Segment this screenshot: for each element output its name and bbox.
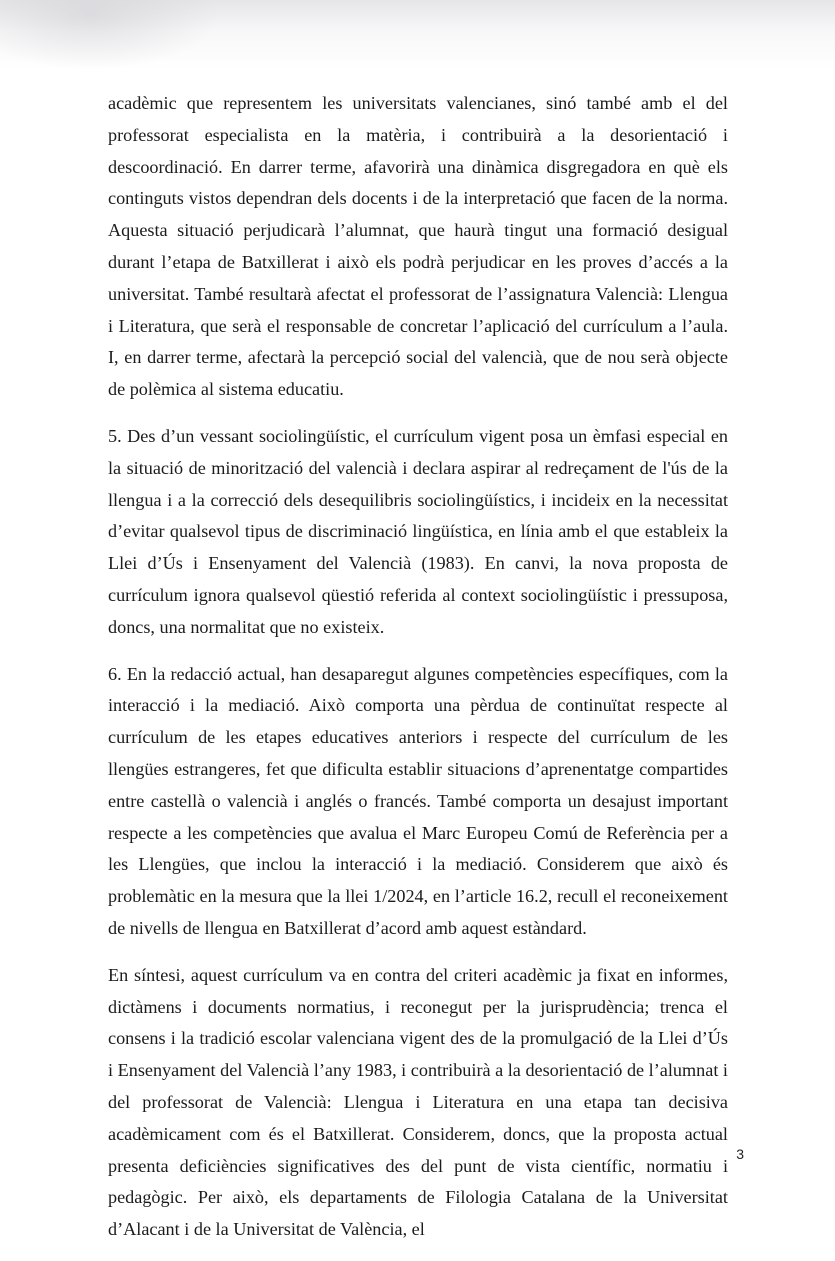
paragraph-continuation: acadèmic que representem les universitats valencianes, sinó també amb el del professorat especialista en la matèria, i contribuirà a la desorientació i descoordinació. En darrer terme, afavorirà una dinàmica disgregadora en què els continguts vistos dependran dels docents i de la interpretació que facen de la norma. Aquesta situació perjudicarà l’alumnat, que haurà tingut una formació desigual durant l’etapa de Batxillerat i això els podrà perjudicar en les proves d’accés a la universitat. També resultarà afectat el professorat de l’assignatura Valencià: Llengua i Literatura, que serà el responsable de concretar l’aplicació del currículum a l’aula. I, en darrer terme, afectarà la percepció social del valencià, que de nou serà objecte de polèmica al sistema educatiu. <box>108 93 728 400</box>
paragraph-point-5: 5. Des d’un vessant sociolingüístic, el currículum vigent posa un èmfasi especial en la situació de minorització del valencià i declara aspirar al redreçament de l'ús de la llengua i a la correcció dels desequilibris sociolingüístics, i incideix en la necessitat d’evitar qualsevol tipus de discriminació lingüística, en línia amb el que estableix la Llei d’Ús i Ensenyament del Valencià (1983). En canvi, la nova proposta de currículum ignora qualsevol qüestió referida al context sociolingüístic i pressuposa, doncs, una normalitat que no existeix. <box>108 425 728 637</box>
paragraph-point-6: 6. En la redacció actual, han desaparegut algunes competències específiques, com la interacció i la mediació. Això comporta una pèrdua de continuïtat respecte al currículum de les etapes educatives anteriors i respecte del currículum de les llengües estrangeres, fet que dificulta establir situacions d’aprenentatge compartides entre castellà o valencià i anglés o francés. També comporta un desajust important respecte a les competències que avalua el Marc Europeu Comú de Referència per a les Llengües, que inclou la interacció i la mediació. Considerem que això és problemàtic en la mesura que la llei 1/2024, en l’article 16.2, recull el reconeixement de nivells de llengua en Batxillerat d’acord amb aquest estàndard. <box>108 663 728 938</box>
document-body <box>108 88 728 1261</box>
paragraph-summary: En síntesi, aquest currículum va en contra del criteri acadèmic ja fixat en informes, dictàmens i documents normatius, i reconegut per la jurisprudència; trenca el consens i la tradició escolar valenciana vigent des de la promulgació de la Llei d’Ús i Ensenyament del Valencià l’any 1983, i contribuirà a la desorientació de l’alumnat i del professorat de Valencià: Llengua i Literatura en una etapa tan decisiva acadèmicament com és el Batxillerat. Considerem, doncs, que la proposta actual presenta deficiències significatives des del punt de vista científic, normatiu i pedagògic. Per això, els departaments de Filologia Catalana de la Universitat d’Alacant i de la Universitat de València, el <box>108 964 728 1240</box>
page-number: 3 <box>736 1146 744 1162</box>
